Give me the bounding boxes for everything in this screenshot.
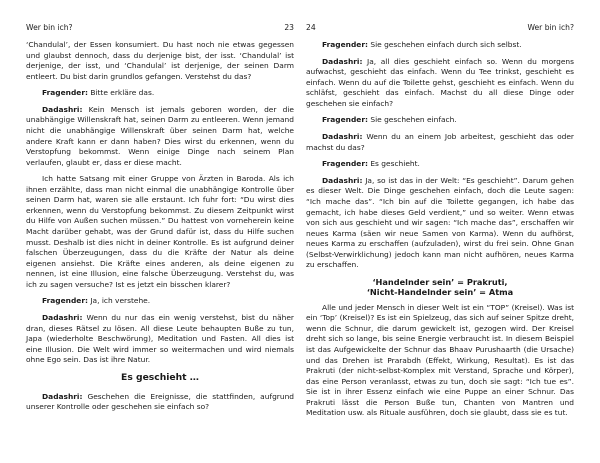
dialogue-paragraph (26, 88, 294, 99)
paragraph-text: Ja, ich verstehe. (90, 296, 151, 306)
running-title: Wer bin ich? (527, 23, 574, 32)
dialogue-paragraph (306, 176, 574, 271)
paragraph (26, 40, 294, 82)
paragraph (26, 174, 294, 290)
running-title: Wer bin ich? (26, 23, 73, 32)
paragraph-text: Sie geschehen einfach. (370, 115, 457, 125)
paragraph-text: Geschehen die Ereignisse, die stattfinden, aufgrund unserer Kontrolle oder geschehen sie einfach so? (26, 391, 295, 412)
right-page-header (306, 22, 574, 34)
speaker-label: Dadashri: (322, 56, 363, 66)
page-number: 24 (306, 23, 316, 32)
paragraph-text: Kein Mensch ist jemals geboren worden, der die unabhängige Willenskraft hat, seinen Darm zu entleeren. Wenn jemand nicht die unabhängige Willenskraft über seinen Darm hat, welche andere Kraft kann er dann haben? Dies wirst du erkennen, wenn du Verstopfung bekommst. Wenn einige Dinge nach seinem Plan verlaufen, glaubt er, dass er diese macht. (26, 104, 294, 167)
speaker-label: Fragender: (322, 40, 368, 49)
dialogue-paragraph (306, 159, 574, 170)
paragraph-text: Ich hatte Satsang mit einer Gruppe von Ärzten in Baroda. Als ich ihnen erzählte, dass man nicht einmal die unabhängige Kontrolle über seinen Darm hat, waren sie alle erstaunt. Ich fuhr fort: “Du wirst dies erkennen, wenn du Verstopfung bekommst. Zu diesem Zeitpunkt wirst du Hilfe von Außen suchen müssen.” Du hattest von vorneherein keine Macht darüber gehabt, was der Grund dafür ist, dass du Hilfe suchen musst. Deshalb ist dies nicht in deiner Kontrolle. Es ist aufgrund deiner falschen Überzeugungen, dass du die Kräfte der Natur als deine eigenen ansiehst. Die Kräfte eines anderen, als deine eigenen zu nennen, ist eine Illusion, eine falsche Überzeugung. Verstehst du, was ich zu sagen versuche? Ist es jetzt ein bisschen klarer? (26, 174, 294, 289)
dialogue-paragraph (26, 105, 294, 168)
section-heading-line: ‘Handelnder sein’ = Prakruti, (372, 276, 508, 287)
paragraph-text: Alle und jeder Mensch in dieser Welt ist ein “TOP” (Kreisel). Was ist ein ‘Top’ (Kreisel)? Es ist ein Spielzeug, das sich auf seiner Spitze dreht, wenn die Schnur, die darum gewickelt ist, gezogen wird. Der Kreisel dreht sich so lange, bis seine Energie verbraucht ist. In diesem Beispiel ist das Aufgewickelte der Schnur das Bhaav Purushaarth (die Ursache) und das Drehen ist Prarabdh (Effekt, Wirkung, Resultat). Es ist das Prakruti (der nicht-selbst-Komplex mit Verstand, Sprache und Körper), das eine Person veranlasst, etwas zu tun, doch sie sagt: “Ich tue es”. Sie ist in ihrer Essenz einfach wie eine Puppe an einer Schnur. Das Prakruti lässt die Person Buße tun, Chanten von Mantren und Meditation usw. als Rituale ausführen, doch sie glaubt, dass sie es tut. (306, 302, 574, 418)
dialogue-paragraph (306, 115, 574, 126)
section-heading: Es geschieht … (121, 371, 199, 383)
paragraph-text: Es geschieht. (370, 159, 420, 169)
paragraph-text: Wenn du nur das ein wenig verstehst, bist du näher dran, dieses Rätsel zu lösen. All diese Leute behaupten Buße zu tun, Japa (wiederholte Beschwörung), Meditation und Fasten. All dies ist eine Illusion. Die Welt wird immer so weitermachen und wird niemals ohne Ego sein. Das ist ihre Natur. (26, 313, 294, 365)
left-page (26, 0, 294, 463)
section-heading (306, 277, 574, 298)
right-page (306, 0, 574, 463)
dialogue-paragraph (306, 40, 574, 51)
paragraph-text: Ja, all dies geschieht einfach so. Wenn du morgens aufwachst, geschieht das einfach. Wenn du Tee trinkst, geschieht es einfach. Wenn du auf die Toilette gehst, geschieht es einfach. Wenn du schläfst, geschieht das einfach. Machst du all diese Dinge oder geschehen sie einfach? (306, 56, 574, 108)
paragraph-text: Wenn du an einem Job arbeitest, geschieht das oder machst du das? (306, 132, 574, 152)
speaker-label: Dadashri: (42, 391, 83, 401)
speaker-label: Dadashri: (42, 313, 83, 323)
paragraph-text: ‘Chandulal’, der Essen konsumiert. Du hast noch nie etwas gegessen und glaubst dennoch, dass du derjenige bist, der isst. ‘Chandulal’ ist derjenige, der isst, und ‘Chandulal’ ist derjenige, der seinen Darm entleert. Du bist darin grundlos gefangen. Verstehst du das? (26, 40, 294, 81)
speaker-label: Fragender: (42, 296, 88, 306)
speaker-label: Fragender: (322, 159, 368, 169)
left-page-header (26, 22, 294, 34)
paragraph-text: Bitte erkläre das. (90, 88, 155, 98)
page-number: 23 (284, 23, 294, 32)
paragraph (306, 303, 574, 419)
left-page-body (26, 40, 294, 419)
speaker-label: Dadashri: (42, 104, 83, 114)
section-heading-line: ‘Nicht-Handelnder sein’ = Atma (366, 287, 514, 298)
dialogue-paragraph (306, 57, 574, 110)
speaker-label: Fragender: (42, 88, 88, 98)
dialogue-paragraph (306, 132, 574, 153)
speaker-label: Dadashri: (322, 132, 363, 142)
paragraph-text: Sie geschehen einfach durch sich selbst. (370, 40, 522, 49)
dialogue-paragraph (26, 313, 294, 366)
dialogue-paragraph (26, 296, 294, 307)
speaker-label: Fragender: (322, 115, 368, 125)
right-page-body (306, 40, 574, 425)
paragraph-text: Ja, so ist das in der Welt: “Es geschieht”. Darum gehen es dieser Welt. Die Dinge geschehen einfach, doch die Leute sagen: “Ich mache das”. “Ich bin auf die Toilette gegangen, ich habe das gemacht, ich habe dieses Geld verdient,” und so weiter. Wenn etwas von sich aus geschieht und wir sagen: “Ich mache das”, erschaffen wir neues Karma (säen wir neue Samen von Karma). Wenn du aufhörst, neues Karma zu erschaffen (aufzuladen), wirst du frei sein. Ohne Gnan (Selbst-Verwirklichung) jedoch kann man nicht aufhören, neues Karma zu erschaffen. (306, 175, 574, 270)
dialogue-paragraph (26, 392, 294, 413)
speaker-label: Dadashri: (322, 175, 363, 185)
